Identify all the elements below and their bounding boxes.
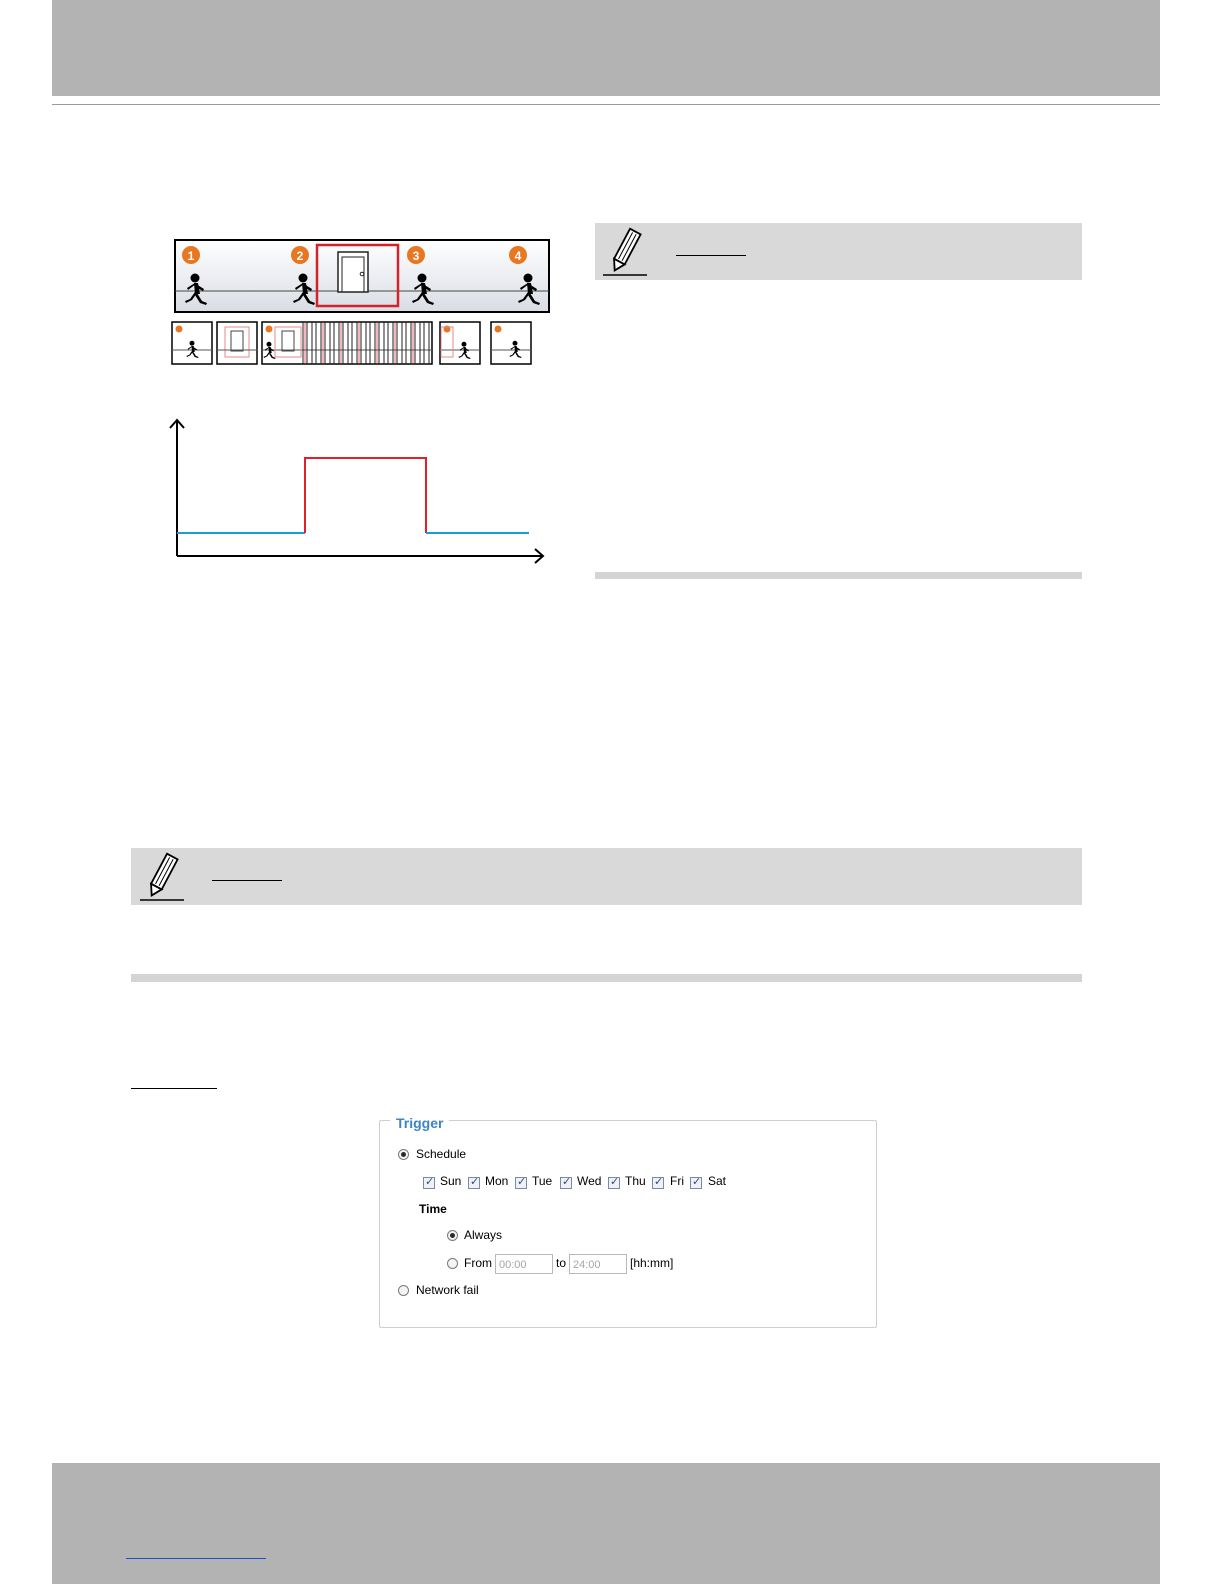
day-checkbox-fri[interactable] <box>652 1177 664 1189</box>
svg-text:2: 2 <box>296 249 304 263</box>
svg-text:1: 1 <box>187 249 195 263</box>
trigger-legend: Trigger <box>390 1115 449 1131</box>
signal-high <box>305 458 426 533</box>
note-heading-rule <box>212 880 282 881</box>
note-box-2 <box>131 848 1082 905</box>
note-box-1-bottom-bar <box>595 572 1082 579</box>
schedule-radio[interactable] <box>398 1149 409 1160</box>
note-box-1 <box>595 223 1082 280</box>
from-time-input[interactable]: 00:00 <box>495 1254 553 1274</box>
day-checkbox-sun[interactable] <box>423 1177 435 1189</box>
signal-graph <box>165 412 555 572</box>
badge-2 <box>291 246 309 264</box>
to-label: to <box>556 1256 567 1270</box>
badge-4 <box>509 246 527 264</box>
always-radio[interactable] <box>447 1230 458 1241</box>
footer-band <box>52 1463 1160 1584</box>
header-rule <box>52 104 1160 105</box>
time-format-label: [hh:mm] <box>630 1256 674 1270</box>
badge-1 <box>182 246 200 264</box>
scene-illustration <box>165 232 560 372</box>
section-heading-rule <box>131 1088 217 1089</box>
note-box-2-bottom-bar <box>131 974 1082 982</box>
day-checkbox-sat[interactable] <box>690 1177 702 1189</box>
frame-strip <box>172 322 531 364</box>
schedule-label: Schedule <box>416 1147 467 1161</box>
day-checkbox-mon[interactable] <box>468 1177 480 1189</box>
svg-text:3: 3 <box>412 249 420 263</box>
day-label-fri: Fri <box>670 1174 684 1188</box>
header-band <box>52 0 1160 96</box>
day-checkbox-wed[interactable] <box>560 1177 572 1189</box>
fieldset-mask <box>380 1170 384 1320</box>
from-radio[interactable] <box>447 1258 458 1269</box>
note-heading-rule <box>676 255 746 256</box>
always-label: Always <box>464 1228 503 1242</box>
door-icon <box>338 252 368 292</box>
pencil-note-icon <box>601 227 649 277</box>
day-label-thu: Thu <box>625 1174 646 1188</box>
to-time-input[interactable]: 24:00 <box>569 1254 627 1274</box>
day-checkbox-thu[interactable] <box>608 1177 620 1189</box>
badge-3 <box>407 246 425 264</box>
pencil-note-icon <box>138 852 186 902</box>
svg-text:4: 4 <box>514 249 522 263</box>
day-label-wed: Wed <box>577 1174 602 1188</box>
footer-link-underline[interactable] <box>126 1558 266 1559</box>
day-label-mon: Mon <box>485 1174 509 1188</box>
network-fail-radio[interactable] <box>398 1285 409 1296</box>
time-heading: Time <box>419 1202 447 1216</box>
day-label-sat: Sat <box>708 1174 727 1188</box>
day-label-tue: Tue <box>532 1174 553 1188</box>
day-checkbox-tue[interactable] <box>515 1177 527 1189</box>
network-fail-label: Network fail <box>416 1283 479 1297</box>
day-label-sun: Sun <box>440 1174 462 1188</box>
from-label: From <box>464 1256 492 1270</box>
